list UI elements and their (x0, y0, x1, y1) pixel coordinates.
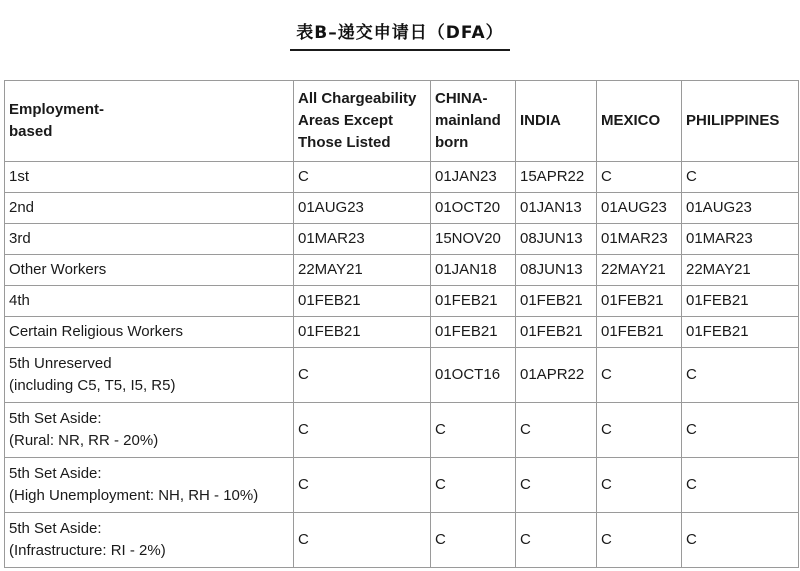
row-category: 1st (5, 162, 294, 193)
table-cell: 15APR22 (516, 162, 597, 193)
table-cell: C (682, 458, 799, 513)
header-china: CHINA- mainland born (431, 81, 516, 162)
table-cell: 01FEB21 (431, 286, 516, 317)
table-cell: C (294, 403, 431, 458)
table-cell: 01AUG23 (294, 193, 431, 224)
table-cell: 01FEB21 (431, 317, 516, 348)
table-row (5, 317, 799, 348)
table-cell: C (294, 458, 431, 513)
table-cell: 01AUG23 (597, 193, 682, 224)
table-cell: 01APR22 (516, 348, 597, 403)
table-cell: 01FEB21 (597, 286, 682, 317)
table-cell: C (682, 348, 799, 403)
table-row (5, 286, 799, 317)
header-philippines: PHILIPPINES (682, 81, 799, 162)
table-cell: 01FEB21 (682, 286, 799, 317)
table-row (5, 458, 799, 513)
table-cell: C (682, 513, 799, 568)
table-cell: 01MAR23 (294, 224, 431, 255)
table-cell: 01FEB21 (294, 317, 431, 348)
row-category: 3rd (5, 224, 294, 255)
table-cell: 08JUN13 (516, 224, 597, 255)
header-mexico: MEXICO (597, 81, 682, 162)
table-cell: C (516, 403, 597, 458)
table-cell: C (516, 458, 597, 513)
table-cell: 01FEB21 (294, 286, 431, 317)
table-cell: 01JAN18 (431, 255, 516, 286)
table-cell: 01AUG23 (682, 193, 799, 224)
row-category: 4th (5, 286, 294, 317)
table-cell: C (682, 403, 799, 458)
row-category: 5th Set Aside: (Infrastructure: RI - 2%) (5, 513, 294, 568)
table-cell: C (431, 513, 516, 568)
table-cell: C (294, 513, 431, 568)
table-cell: 08JUN13 (516, 255, 597, 286)
row-category: Certain Religious Workers (5, 317, 294, 348)
dates-for-filing-table (4, 80, 799, 568)
table-cell: C (597, 458, 682, 513)
table-cell: C (597, 348, 682, 403)
table-cell: 01JAN13 (516, 193, 597, 224)
row-category: 2nd (5, 193, 294, 224)
table-cell: 01MAR23 (597, 224, 682, 255)
table-cell: 01FEB21 (516, 286, 597, 317)
table-row (5, 513, 799, 568)
table-cell: 01MAR23 (682, 224, 799, 255)
table-row (5, 348, 799, 403)
title-container (0, 18, 800, 51)
row-category: 5th Set Aside: (Rural: NR, RR - 20%) (5, 403, 294, 458)
table-cell: C (682, 162, 799, 193)
row-category: Other Workers (5, 255, 294, 286)
table-row (5, 224, 799, 255)
table-cell: C (431, 458, 516, 513)
header-india: INDIA (516, 81, 597, 162)
row-category: 5th Unreserved (including C5, T5, I5, R5) (5, 348, 294, 403)
table-cell: C (597, 403, 682, 458)
header-employment-based: Employment- based (5, 81, 294, 162)
table-row (5, 162, 799, 193)
page-title: 表B–递交申请日（DFA） (290, 18, 509, 51)
table-cell: C (597, 162, 682, 193)
table-row (5, 255, 799, 286)
row-category: 5th Set Aside: (High Unemployment: NH, RH - 10%) (5, 458, 294, 513)
table-row (5, 193, 799, 224)
table-cell: 01JAN23 (431, 162, 516, 193)
table-cell: 22MAY21 (597, 255, 682, 286)
header-row (5, 81, 799, 162)
table-cell: 22MAY21 (682, 255, 799, 286)
table-cell: C (597, 513, 682, 568)
table-row (5, 403, 799, 458)
table-cell: 01OCT16 (431, 348, 516, 403)
table-cell: 22MAY21 (294, 255, 431, 286)
table-cell: 01FEB21 (597, 317, 682, 348)
table-cell: 15NOV20 (431, 224, 516, 255)
table-cell: C (294, 162, 431, 193)
header-all-chargeability: All Chargeability Areas Except Those Listed (294, 81, 431, 162)
table-cell: C (516, 513, 597, 568)
table-cell: 01FEB21 (682, 317, 799, 348)
table-cell: 01FEB21 (516, 317, 597, 348)
table-cell: C (294, 348, 431, 403)
table-cell: 01OCT20 (431, 193, 516, 224)
table-cell: C (431, 403, 516, 458)
